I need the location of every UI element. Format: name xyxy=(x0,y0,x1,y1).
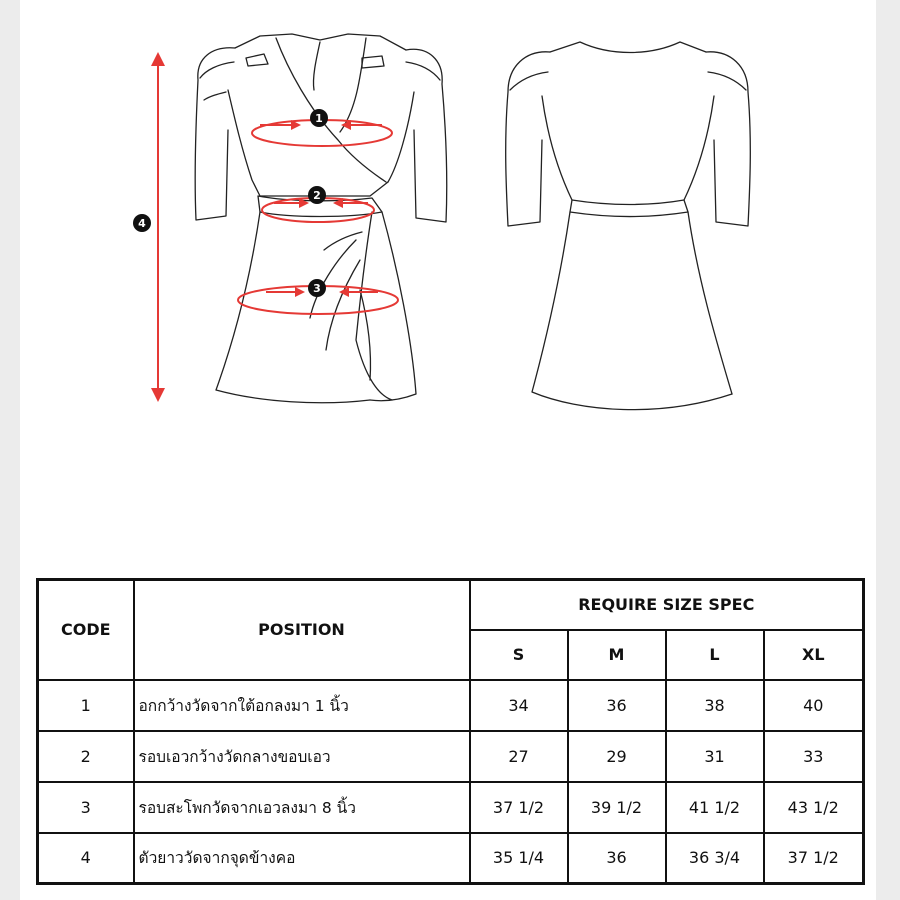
value-l: 38 xyxy=(666,680,764,731)
value-l: 41 1/2 xyxy=(666,782,764,833)
value-m: 36 xyxy=(568,680,666,731)
row-code: 1 xyxy=(38,680,134,731)
header-size-xl: XL xyxy=(764,630,864,680)
dress-diagram xyxy=(20,0,876,560)
row-position: รอบสะโพกวัดจากเอวลงมา 8 นิ้ว xyxy=(134,782,470,833)
value-s: 37 1/2 xyxy=(470,782,568,833)
table-header-row xyxy=(38,580,864,630)
header-size-l: L xyxy=(666,630,764,680)
header-size-spec: REQUIRE SIZE SPEC xyxy=(470,580,864,630)
header-code: CODE xyxy=(38,580,134,680)
value-l: 36 3/4 xyxy=(666,833,764,884)
row-position: รอบเอวกว้างวัดกลางขอบเอว xyxy=(134,731,470,782)
value-xl: 33 xyxy=(764,731,864,782)
dress-front-view xyxy=(195,34,447,403)
value-m: 39 1/2 xyxy=(568,782,666,833)
value-xl: 37 1/2 xyxy=(764,833,864,884)
header-size-s: S xyxy=(470,630,568,680)
table-row xyxy=(38,782,864,833)
row-code: 4 xyxy=(38,833,134,884)
value-s: 35 1/4 xyxy=(470,833,568,884)
row-position: ตัวยาววัดจากจุดข้างคอ xyxy=(134,833,470,884)
length-arrow-top xyxy=(151,52,165,66)
value-l: 31 xyxy=(666,731,764,782)
value-s: 34 xyxy=(470,680,568,731)
svg-text:3: 3 xyxy=(313,282,321,295)
table-row xyxy=(38,731,864,782)
value-m: 36 xyxy=(568,833,666,884)
marker-2 xyxy=(308,186,326,204)
marker-4 xyxy=(133,214,151,232)
size-spec-table xyxy=(36,578,865,885)
row-position: อกกว้างวัดจากใต้อกลงมา 1 นิ้ว xyxy=(134,680,470,731)
svg-text:2: 2 xyxy=(313,189,321,202)
marker-1 xyxy=(310,109,328,127)
header-position: POSITION xyxy=(134,580,470,680)
row-code: 2 xyxy=(38,731,134,782)
dress-back-view xyxy=(506,42,751,410)
value-s: 27 xyxy=(470,731,568,782)
value-m: 29 xyxy=(568,731,666,782)
value-xl: 43 1/2 xyxy=(764,782,864,833)
svg-text:1: 1 xyxy=(315,112,323,125)
row-code: 3 xyxy=(38,782,134,833)
length-arrow-bottom xyxy=(151,388,165,402)
table-row xyxy=(38,680,864,731)
marker-3 xyxy=(308,279,326,297)
size-chart-page xyxy=(20,0,876,900)
value-xl: 40 xyxy=(764,680,864,731)
svg-text:4: 4 xyxy=(138,217,146,230)
table-row xyxy=(38,833,864,884)
header-size-m: M xyxy=(568,630,666,680)
measure-guides xyxy=(158,62,398,392)
